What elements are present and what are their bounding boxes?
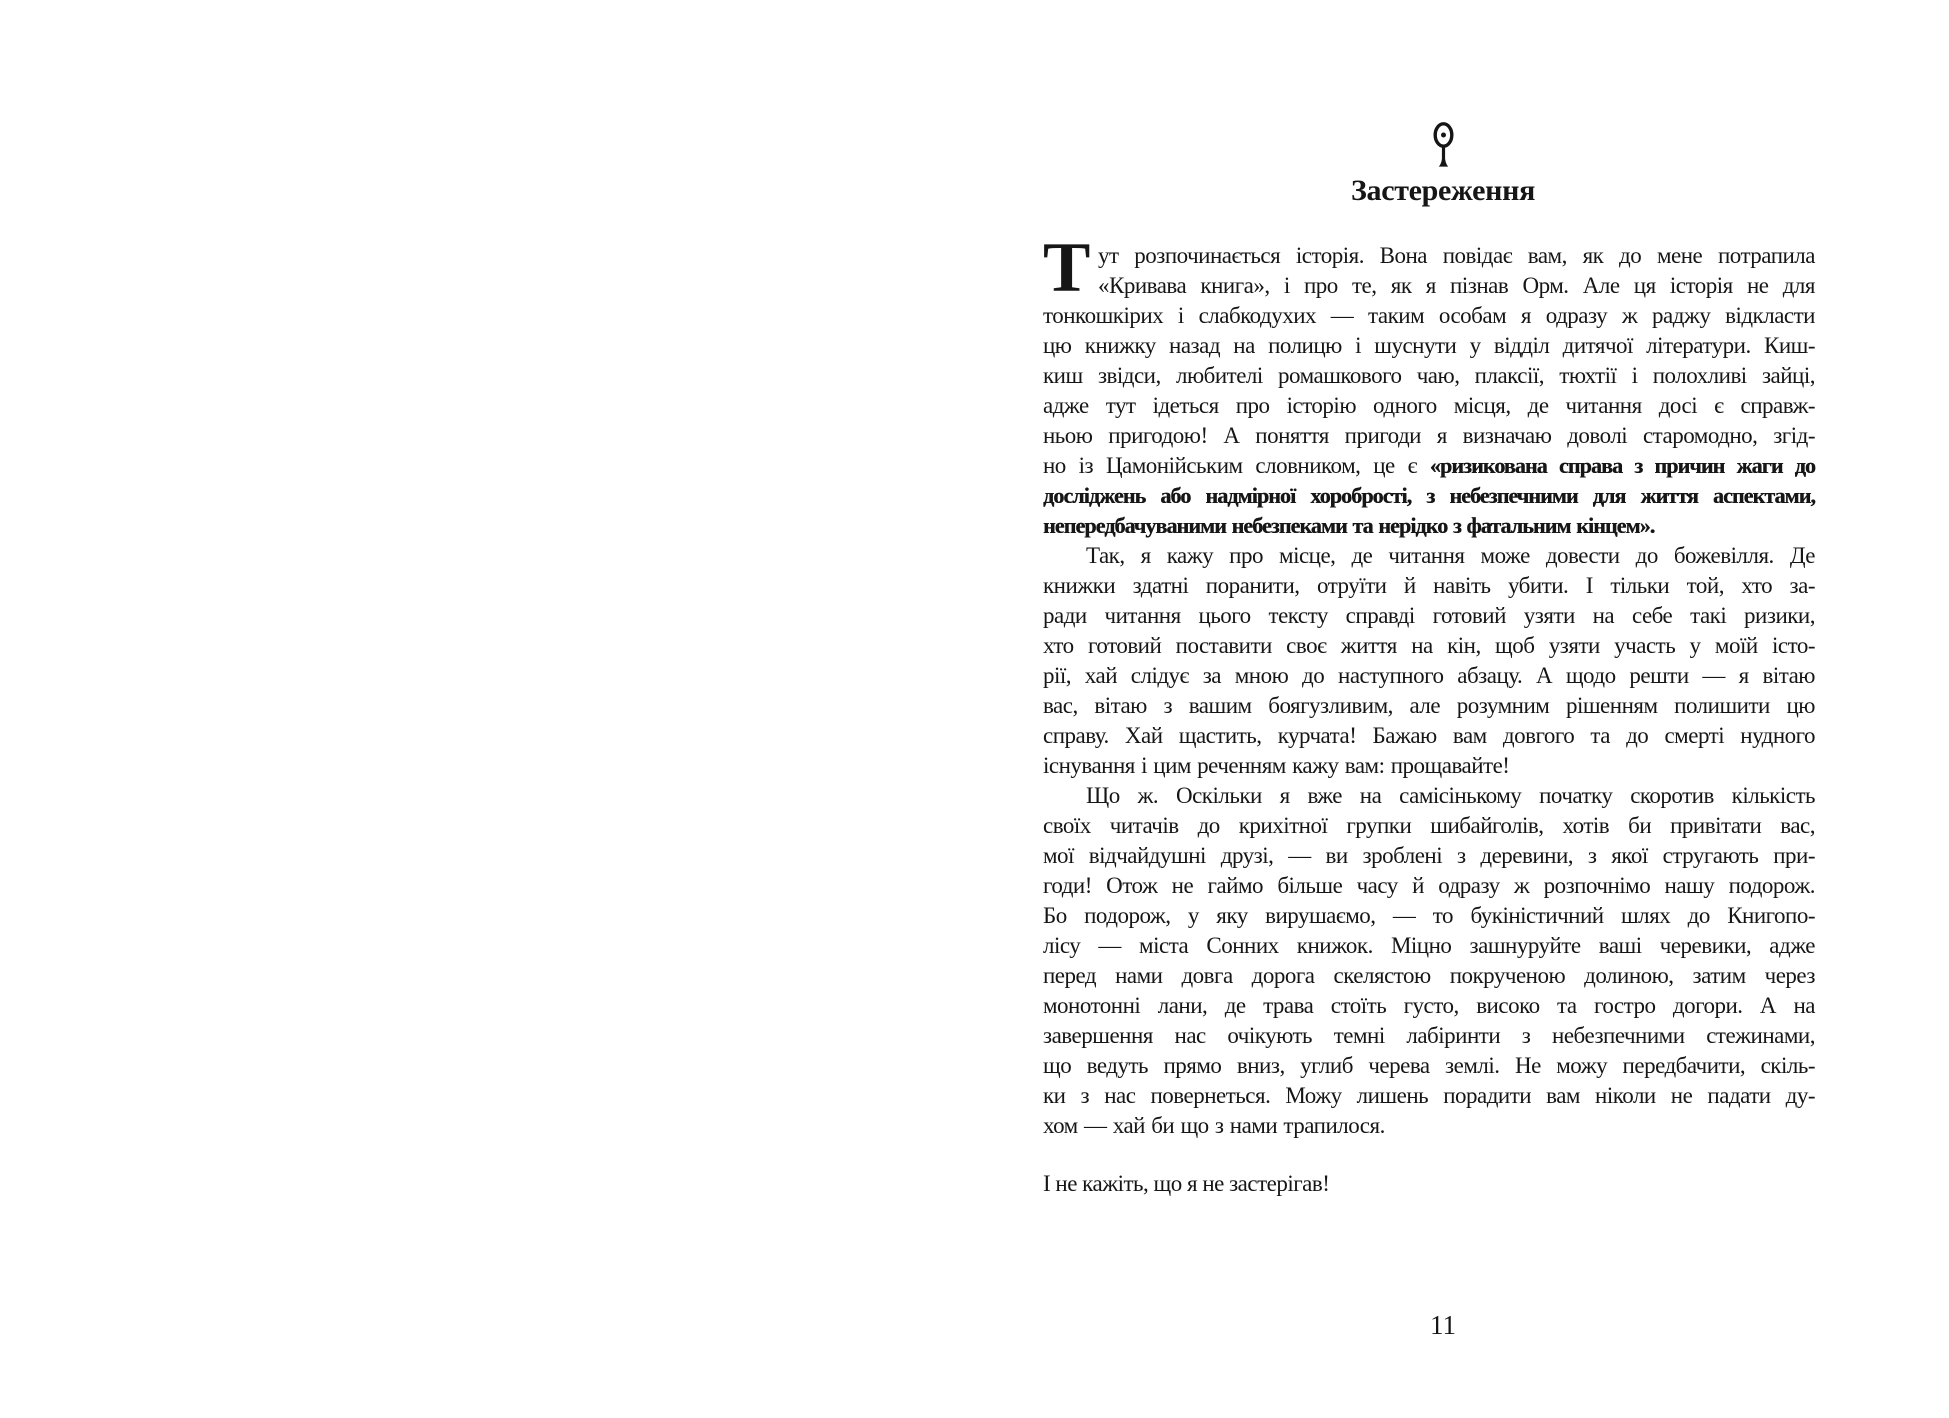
chapter-ornament <box>1057 122 1829 174</box>
blackletter-quote-segment: непередбачуваними небезпеками та нерідко з фатальним кінцем». <box>1043 513 1655 538</box>
blackletter-quote-segment: «ризикована справа з причин жаги до <box>1429 453 1815 478</box>
text-line <box>1043 601 1815 631</box>
text-segment: ньою пригодою! А поняття пригоди я визначаю доволі старомодно, згід- <box>1043 423 1815 448</box>
text-segment: ки з нас повернеться. Можу лишень порадити вам ніколи не падати ду- <box>1043 1083 1815 1108</box>
text-segment: тонкошкірих і слабкодухих — таким особам я одразу ж раджу відкласти <box>1043 303 1815 328</box>
text-segment: ут розпочинається історія. Вона повідає вам, як до мене потрапила <box>1098 243 1815 268</box>
text-line <box>1043 901 1815 931</box>
text-segment: «Кривава книга», і про те, як я пізнав Орм. Але ця історія не для <box>1098 273 1815 298</box>
text-line <box>1043 721 1815 751</box>
text-segment: завершення нас очікують темні лабіринти з небезпечними стежинами, <box>1043 1023 1815 1048</box>
text-line <box>1043 931 1815 961</box>
text-segment: цю книжку назад на полицю і шуснути у відділ дитячої літератури. Киш- <box>1043 333 1815 358</box>
text-segment: киш звідси, любителі ромашкового чаю, плаксії, тюхтії і полохливі зайці, <box>1043 363 1815 388</box>
text-line <box>1043 1081 1815 1111</box>
text-segment: вас, вітаю з вашим боягузливим, але розумним рішенням полишити цю <box>1043 693 1815 718</box>
text-line <box>1043 661 1815 691</box>
text-segment: лісу — міста Сонних книжок. Міцно зашнуруйте ваші черевики, адже <box>1043 933 1815 958</box>
text-segment: Бо подорож, у яку вирушаємо, — то букіністичний шлях до Книгопо- <box>1043 903 1815 928</box>
text-segment: ради читання цього тексту справді готовий узяти на себе такі ризики, <box>1043 603 1815 628</box>
text-line <box>1043 331 1815 361</box>
text-segment: но із Цамонійським словником, це є <box>1043 453 1430 478</box>
text-line <box>1043 541 1815 571</box>
text-segment: хом — хай би що з нами трапилося. <box>1043 1113 1385 1138</box>
text-segment: своїх читачів до крихітної групки шибайголів, хотів би привітати вас, <box>1043 813 1815 838</box>
text-line <box>1043 361 1815 391</box>
text-line <box>1043 871 1815 901</box>
text-segment: що ведуть прямо вниз, углиб черева землі. Не можу передбачити, скіль- <box>1043 1053 1815 1078</box>
text-line <box>1043 271 1815 301</box>
blackletter-quote-segment: досліджень або надмірної хоробрості, з небезпечними для життя аспектами, <box>1043 483 1815 508</box>
text-line <box>1043 1051 1815 1081</box>
text-segment: рії, хай слідує за мною до наступного абзацу. А щодо решти — я вітаю <box>1043 663 1815 688</box>
text-line <box>1043 481 1815 511</box>
text-line <box>1043 631 1815 661</box>
drop-cap: Т <box>1043 229 1091 307</box>
orm-eye-symbol-icon <box>1432 122 1455 169</box>
text-segment: мої відчайдушні друзі, — ви зроблені з деревини, з якої стругають при- <box>1043 843 1815 868</box>
closing-line: І не кажіть, що я не застерігав! <box>1043 1171 1330 1196</box>
text-line <box>1043 781 1815 811</box>
text-line <box>1043 1021 1815 1051</box>
page-number: 11 <box>1430 1310 1456 1340</box>
text-line <box>1043 691 1815 721</box>
text-segment: хто готовий поставити своє життя на кін, щоб узяти участь у моїй істо- <box>1043 633 1815 658</box>
text-line <box>1043 421 1815 451</box>
text-line <box>1043 451 1815 481</box>
text-line <box>1043 301 1815 331</box>
text-line <box>1043 571 1815 601</box>
text-segment: адже тут ідеться про історію одного місця, де читання досі є справж- <box>1043 393 1815 418</box>
text-line <box>1043 991 1815 1021</box>
text-segment: справу. Хай щастить, курчата! Бажаю вам довгого та до смерті нудного <box>1043 723 1815 748</box>
text-segment: годи! Отож не гаймо більше часу й одразу ж розпочнімо нашу подорож. <box>1043 873 1815 898</box>
body-text <box>1043 229 1815 1141</box>
chapter-title: Застереження <box>1350 174 1536 207</box>
text-segment: Так, я кажу про місце, де читання може довести до божевілля. Де <box>1086 543 1815 568</box>
text-segment: Що ж. Оскільки я вже на самісінькому початку скоротив кількість <box>1086 783 1815 808</box>
text-segment: існування і цим реченням кажу вам: прощавайте! <box>1043 753 1510 778</box>
text-line <box>1043 1111 1815 1141</box>
text-line <box>1043 391 1815 421</box>
text-column <box>1043 0 1815 1418</box>
text-segment: монотонні лани, де трава стоїть густо, високо та гостро догори. А на <box>1043 993 1815 1018</box>
text-line <box>1043 961 1815 991</box>
text-line <box>1043 751 1815 781</box>
text-segment: книжки здатні поранити, отруїти й навіть убити. І тільки той, хто за- <box>1043 573 1815 598</box>
text-line <box>1043 841 1815 871</box>
text-line <box>1043 811 1815 841</box>
text-segment: перед нами довга дорога скелястою покрученою долиною, затим через <box>1043 963 1815 988</box>
text-line <box>1043 511 1815 541</box>
text-line <box>1043 241 1815 271</box>
